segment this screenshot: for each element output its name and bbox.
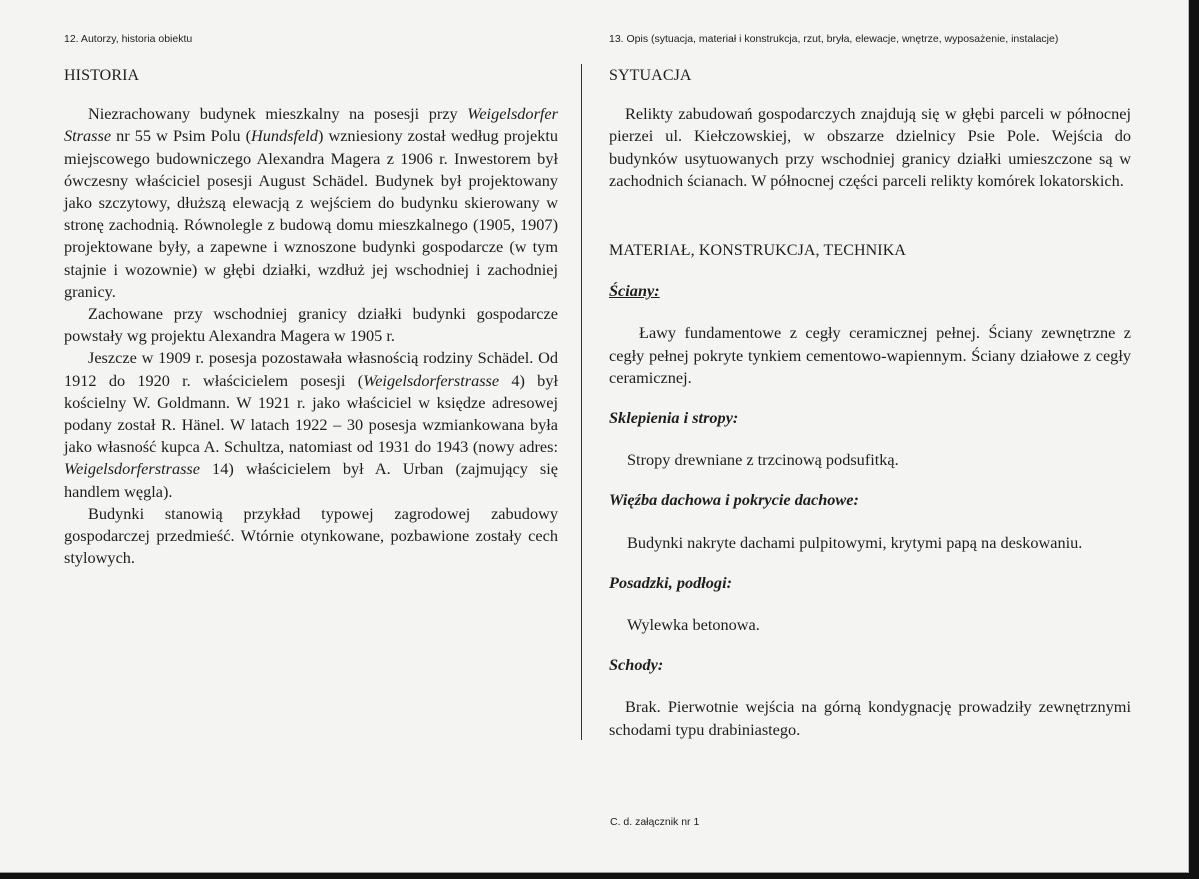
right-column-header: 13. Opis (sytuacja, materiał i konstrukcja, rzut, bryła, elewacje, wnętrze, wyposażenie, instalacje) [609, 33, 1059, 45]
section-heading-material: MATERIAŁ, KONSTRUKCJA, TECHNIKA [609, 242, 907, 260]
history-paragraph-4: Budynki stanowią przykład typowej zagrodowej zabudowy gospodarczej przedmieść. Wtórnie otynkowane, pozbawione zostały cech stylowych. [64, 503, 558, 568]
text-run: nr 55 w Psim Polu ( [111, 126, 251, 146]
section-heading-historia: HISTORIA [64, 67, 140, 84]
left-column-header: 12. Autorzy, historia obiektu [64, 33, 193, 45]
posadzki-paragraph: Wylewka betonowa. [627, 615, 760, 635]
subheading-wiezba: Więźba dachowa i pokrycie dachowe: [609, 490, 859, 510]
street-name: Weigelsdorfer Strasse [64, 104, 558, 146]
text-run: 4) był kościelny W. Goldmann. W 1921 r. jako właściciel w księdze adresowej podany został R. Hänel. W latach 1922 – 30 posesja wzmiankowana była jako własność kupca A. Schultza, natomiast od 1931 do 1943 (nowy adres: [64, 370, 558, 457]
history-paragraph-2: Zachowane przy wschodniej granicy działki budynki gospodarcze powstały wg projektu Alexandra Magera w 1905 r. [64, 304, 558, 346]
street-name: Weigelsdorferstrasse [363, 370, 500, 390]
text-run: ) wzniesiony został według projektu miejscowego budowniczego Alexandra Magera z 1906 r. Inwestorem był ówczesny właściciel posesji August Schädel. Budynek był projektowany jako szczytowy, dłuższą elewacją z wejściem do budynku skierowany w stronę zachodnią. Równolegle z budową domu mieszkalnego (1905, 1907) projektowane były, a zapewne i wznoszone budynki gospodarcze (w tym stajnie i wozownie) w głębi działki, wzdłuż jej wschodniej i zachodniej granicy. [64, 126, 558, 301]
subheading-schody: Schody: [609, 655, 664, 675]
left-column [64, 65, 558, 569]
street-name: Weigelsdorferstrasse [64, 459, 200, 479]
wiezba-paragraph: Budynki nakryte dachami pulpitowymi, krytymi papą na deskowaniu. [627, 532, 1083, 552]
text-run: 14) właścicielem był A. Urban (zajmujący się handlem węgla). [64, 459, 558, 501]
text-run: Jeszcze w 1909 r. posesja pozostawała własnością rodziny Schädel. Od 1912 do 1920 r. właścicielem posesji ( [64, 348, 558, 390]
sklepienia-paragraph: Stropy drewniane z trzcinową podsufitką. [627, 450, 899, 470]
subheading-sklepienia: Sklepienia i stropy: [609, 408, 739, 428]
history-paragraph-3 [64, 347, 558, 502]
subheading-sciany: Ściany: [609, 281, 660, 301]
subheading-posadzki: Posadzki, podłogi: [609, 572, 733, 592]
sciany-paragraph: Ławy fundamentowe z cegły ceramicznej pełnej. Ściany zewnętrzne z cegły pełnej pokryte tynkiem cementowo-wapiennym. Ściany działowe z cegły ceramicznej. [609, 323, 1131, 387]
schody-paragraph: Brak. Pierwotnie wejścia na górną kondygnację prowadziły zewnętrznymi schodami typu drabiniastego. [609, 697, 1131, 739]
history-paragraph-1 [64, 103, 558, 303]
sytuacja-paragraph: Relikty zabudowań gospodarczych znajdują się w głębi parceli w północnej pierzei ul. Kiełczowskiej, w obszarze dzielnicy Psie Pole. Wejścia do budynków usytuowanych przy wschodniej granicy działki umieszczone są w zachodnich ścianach. W północnej części parceli relikty komórek lokatorskich. [609, 104, 1131, 190]
page-footer: C. d. załącznik nr 1 [610, 816, 700, 828]
text-run: Niezrachowany budynek mieszkalny na posesji przy [88, 104, 468, 124]
column-divider [581, 64, 582, 740]
place-name: Hundsfeld [251, 126, 318, 146]
section-heading-sytuacja: SYTUACJA [609, 67, 692, 84]
right-column [609, 65, 1131, 741]
